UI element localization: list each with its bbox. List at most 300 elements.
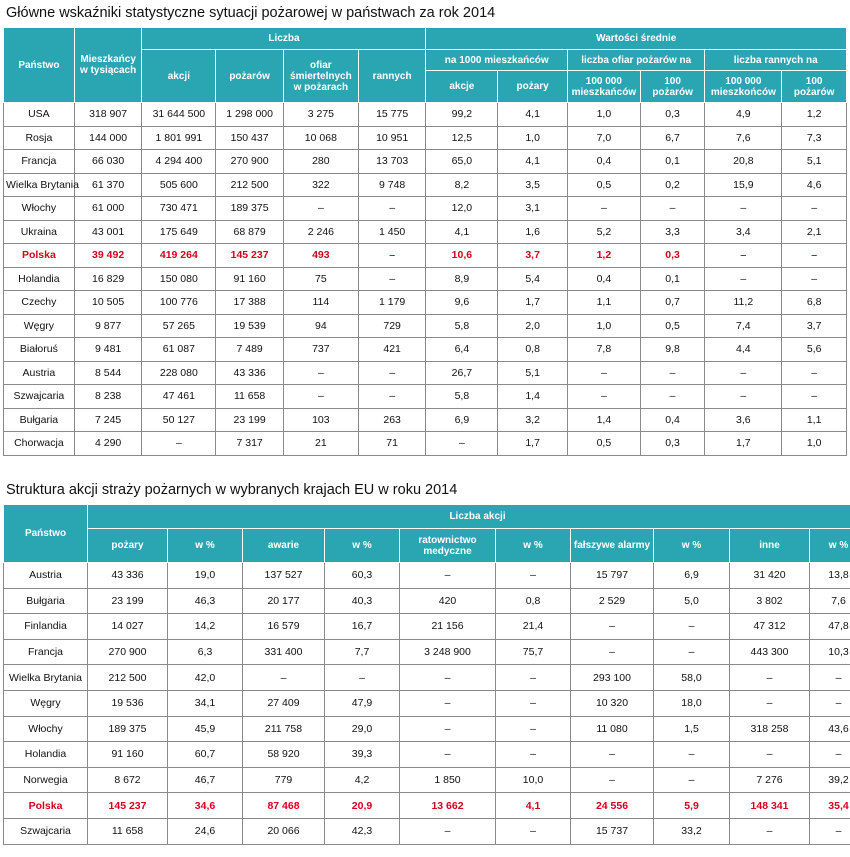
table-row	[4, 338, 847, 362]
country-cell: Francja	[4, 639, 88, 665]
value-cell: 1 801 991	[142, 126, 216, 150]
value-cell: 2,0	[498, 314, 568, 338]
value-cell: –	[400, 563, 496, 589]
value-cell: 3 802	[730, 588, 810, 614]
value-cell: 263	[358, 408, 426, 432]
col-header-victims-per-100k: 100 000 mieszkańców	[567, 71, 640, 103]
country-cell: Czechy	[4, 291, 75, 315]
value-cell: 3,7	[782, 314, 847, 338]
value-cell: 5,1	[782, 150, 847, 174]
value-cell: –	[283, 197, 358, 221]
value-cell: 66 030	[74, 150, 142, 174]
value-cell: –	[400, 716, 496, 742]
value-cell: –	[571, 742, 654, 768]
value-cell: 5,8	[426, 385, 498, 409]
col-header-deaths: ofiar śmiertelnych w pożarach	[283, 50, 358, 103]
value-cell: –	[400, 818, 496, 844]
value-cell: 0,7	[640, 291, 705, 315]
table-row	[4, 220, 847, 244]
value-cell: 7,0	[567, 126, 640, 150]
table-row	[4, 314, 847, 338]
country-cell: Holandia	[4, 267, 75, 291]
value-cell: 39 492	[74, 244, 142, 268]
value-cell: 737	[283, 338, 358, 362]
value-cell: 1,4	[567, 408, 640, 432]
col-header-average-group: Wartości średnie	[426, 28, 847, 50]
value-cell: 11 080	[571, 716, 654, 742]
country-cell: Białoruś	[4, 338, 75, 362]
country-cell: Szwajcaria	[4, 818, 88, 844]
table-row	[4, 150, 847, 174]
col-header-victims-per: liczba ofiar pożarów na	[567, 50, 704, 71]
value-cell: 23 199	[88, 588, 168, 614]
value-cell: 5,0	[654, 588, 730, 614]
value-cell: 10,6	[426, 244, 498, 268]
value-cell: 4,1	[496, 793, 571, 819]
value-cell: 1,2	[567, 244, 640, 268]
value-cell: –	[705, 385, 782, 409]
value-cell: 18,0	[654, 690, 730, 716]
value-cell: 19 536	[88, 690, 168, 716]
country-cell: Ukraina	[4, 220, 75, 244]
value-cell: 1,1	[567, 291, 640, 315]
value-cell: 0,5	[567, 173, 640, 197]
value-cell: –	[782, 244, 847, 268]
value-cell: 20 066	[243, 818, 325, 844]
value-cell: 43 001	[74, 220, 142, 244]
value-cell: 2 529	[571, 588, 654, 614]
col-header-medical-pct: w %	[496, 529, 571, 563]
col-header-fires: pożarów	[216, 50, 284, 103]
value-cell: –	[730, 742, 810, 768]
value-cell: 0,1	[640, 267, 705, 291]
value-cell: 6,9	[654, 563, 730, 589]
value-cell: –	[400, 665, 496, 691]
country-cell: Wielka Brytania	[4, 173, 75, 197]
value-cell: 6,7	[640, 126, 705, 150]
table-row	[4, 103, 847, 127]
value-cell: 1,2	[782, 103, 847, 127]
value-cell: 10 068	[283, 126, 358, 150]
value-cell: 3,6	[705, 408, 782, 432]
value-cell: 7,4	[705, 314, 782, 338]
value-cell: –	[567, 361, 640, 385]
value-cell: 1,5	[654, 716, 730, 742]
value-cell: 47,9	[325, 690, 400, 716]
value-cell: –	[654, 767, 730, 793]
value-cell: 4 294 400	[142, 150, 216, 174]
value-cell: –	[654, 639, 730, 665]
value-cell: 16 579	[243, 614, 325, 640]
table-row	[4, 291, 847, 315]
value-cell: 87 468	[243, 793, 325, 819]
value-cell: –	[810, 665, 850, 691]
value-cell: 47,8	[810, 614, 850, 640]
value-cell: 47 461	[142, 385, 216, 409]
value-cell: 43,6	[810, 716, 850, 742]
value-cell: 1,0	[567, 103, 640, 127]
value-cell: 729	[358, 314, 426, 338]
value-cell: 40,3	[325, 588, 400, 614]
value-cell: 293 100	[571, 665, 654, 691]
value-cell: 280	[283, 150, 358, 174]
col-header-fires-pct: w %	[168, 529, 243, 563]
value-cell: 68 879	[216, 220, 284, 244]
value-cell: 1,7	[498, 291, 568, 315]
value-cell: 21,4	[496, 614, 571, 640]
value-cell: 34,6	[168, 793, 243, 819]
value-cell: –	[810, 742, 850, 768]
col-header-failures-pct: w %	[325, 529, 400, 563]
value-cell: –	[640, 385, 705, 409]
value-cell: 9,8	[640, 338, 705, 362]
value-cell: 0,4	[640, 408, 705, 432]
value-cell: 0,8	[496, 588, 571, 614]
value-cell: 24,6	[168, 818, 243, 844]
value-cell: 21	[283, 432, 358, 456]
fire-statistics-table	[3, 27, 847, 456]
value-cell: 145 237	[88, 793, 168, 819]
value-cell: –	[496, 690, 571, 716]
value-cell: 0,1	[640, 150, 705, 174]
value-cell: 46,3	[168, 588, 243, 614]
value-cell: 144 000	[74, 126, 142, 150]
col-header-false-alarms: fałszywe alarmy	[571, 529, 654, 563]
value-cell: 13 703	[358, 150, 426, 174]
value-cell: 5,4	[498, 267, 568, 291]
value-cell: 58,0	[654, 665, 730, 691]
value-cell: –	[654, 614, 730, 640]
value-cell: 1,0	[782, 432, 847, 456]
value-cell: 779	[243, 767, 325, 793]
value-cell: 39,3	[325, 742, 400, 768]
value-cell: 7,7	[325, 639, 400, 665]
table-row	[4, 767, 850, 793]
value-cell: 6,3	[168, 639, 243, 665]
value-cell: 12,0	[426, 197, 498, 221]
value-cell: 7 245	[74, 408, 142, 432]
value-cell: 189 375	[216, 197, 284, 221]
value-cell: 419 264	[142, 244, 216, 268]
value-cell: 0,4	[567, 267, 640, 291]
value-cell: –	[243, 665, 325, 691]
value-cell: 75,7	[496, 639, 571, 665]
value-cell: 14,2	[168, 614, 243, 640]
value-cell: 9 481	[74, 338, 142, 362]
value-cell: –	[496, 716, 571, 742]
value-cell: 9 877	[74, 314, 142, 338]
value-cell: 42,3	[325, 818, 400, 844]
value-cell: 16 829	[74, 267, 142, 291]
value-cell: 0,8	[498, 338, 568, 362]
col-header-actions: akcji	[142, 50, 216, 103]
value-cell: –	[496, 742, 571, 768]
value-cell: 15 775	[358, 103, 426, 127]
value-cell: –	[142, 432, 216, 456]
country-cell: Finlandia	[4, 614, 88, 640]
country-cell: Bułgaria	[4, 408, 75, 432]
value-cell: 20,9	[325, 793, 400, 819]
value-cell: 94	[283, 314, 358, 338]
value-cell: 31 420	[730, 563, 810, 589]
value-cell: 1,0	[498, 126, 568, 150]
table-row	[4, 639, 850, 665]
value-cell: –	[782, 385, 847, 409]
col-header-per1000-actions: akcje	[426, 71, 498, 103]
value-cell: 8 544	[74, 361, 142, 385]
value-cell: 8,2	[426, 173, 498, 197]
value-cell: 0,5	[640, 314, 705, 338]
table-row	[4, 588, 850, 614]
country-cell: Włochy	[4, 197, 75, 221]
country-cell: Polska	[4, 793, 88, 819]
value-cell: 175 649	[142, 220, 216, 244]
col-header-injured-per-100k: 100 000 mieszkońców	[705, 71, 782, 103]
col-header-actions-group: Liczba akcji	[88, 505, 850, 529]
value-cell: 60,3	[325, 563, 400, 589]
value-cell: –	[567, 385, 640, 409]
value-cell: 35,4	[810, 793, 850, 819]
value-cell: 211 758	[243, 716, 325, 742]
value-cell: 26,7	[426, 361, 498, 385]
value-cell: 8 672	[88, 767, 168, 793]
value-cell: 61 087	[142, 338, 216, 362]
value-cell: 3,1	[498, 197, 568, 221]
value-cell: 7,6	[810, 588, 850, 614]
value-cell: 11 658	[216, 385, 284, 409]
value-cell: 421	[358, 338, 426, 362]
value-cell: –	[400, 742, 496, 768]
value-cell: 443 300	[730, 639, 810, 665]
value-cell: –	[358, 244, 426, 268]
table-row	[4, 197, 847, 221]
value-cell: 11 658	[88, 818, 168, 844]
value-cell: 17 388	[216, 291, 284, 315]
value-cell: –	[730, 665, 810, 691]
value-cell: 10,3	[810, 639, 850, 665]
value-cell: 4 290	[74, 432, 142, 456]
value-cell: 137 527	[243, 563, 325, 589]
value-cell: –	[640, 361, 705, 385]
table-row	[4, 408, 847, 432]
col-header-country: Państwo	[4, 505, 88, 563]
value-cell: –	[810, 818, 850, 844]
value-cell: 148 341	[730, 793, 810, 819]
country-cell: Chorwacja	[4, 432, 75, 456]
value-cell: 7 317	[216, 432, 284, 456]
value-cell: 15 737	[571, 818, 654, 844]
value-cell: 34,1	[168, 690, 243, 716]
value-cell: 65,0	[426, 150, 498, 174]
col-header-failures: awarie	[243, 529, 325, 563]
value-cell: –	[358, 267, 426, 291]
country-cell: Holandia	[4, 742, 88, 768]
value-cell: 4,4	[705, 338, 782, 362]
value-cell: 4,6	[782, 173, 847, 197]
value-cell: 322	[283, 173, 358, 197]
table-row	[4, 793, 850, 819]
value-cell: 5,8	[426, 314, 498, 338]
value-cell: 1,1	[782, 408, 847, 432]
value-cell: 39,2	[810, 767, 850, 793]
value-cell: –	[571, 639, 654, 665]
value-cell: 15,9	[705, 173, 782, 197]
value-cell: 9 748	[358, 173, 426, 197]
value-cell: 24 556	[571, 793, 654, 819]
value-cell: 1,7	[705, 432, 782, 456]
value-cell: –	[640, 197, 705, 221]
value-cell: 318 258	[730, 716, 810, 742]
value-cell: 150 080	[142, 267, 216, 291]
value-cell: 2 246	[283, 220, 358, 244]
col-header-false-alarms-pct: w %	[654, 529, 730, 563]
table-row	[4, 126, 847, 150]
value-cell: 11,2	[705, 291, 782, 315]
value-cell: –	[567, 197, 640, 221]
value-cell: –	[571, 767, 654, 793]
value-cell: –	[400, 690, 496, 716]
value-cell: 1 850	[400, 767, 496, 793]
value-cell: 27 409	[243, 690, 325, 716]
value-cell: 58 920	[243, 742, 325, 768]
col-header-injured-per-100fires: 100 pożarów	[782, 71, 847, 103]
value-cell: –	[325, 665, 400, 691]
country-cell: Węgry	[4, 314, 75, 338]
table-row	[4, 244, 847, 268]
value-cell: 189 375	[88, 716, 168, 742]
value-cell: 20 177	[243, 588, 325, 614]
value-cell: 4,9	[705, 103, 782, 127]
value-cell: 47 312	[730, 614, 810, 640]
table-row	[4, 665, 850, 691]
country-cell: Szwajcaria	[4, 385, 75, 409]
col-header-other: inne	[730, 529, 810, 563]
value-cell: 3,3	[640, 220, 705, 244]
value-cell: 150 437	[216, 126, 284, 150]
col-header-country: Państwo	[4, 28, 75, 103]
value-cell: 29,0	[325, 716, 400, 742]
value-cell: 23 199	[216, 408, 284, 432]
table-row	[4, 173, 847, 197]
table-row	[4, 818, 850, 844]
country-cell: Norwegia	[4, 767, 88, 793]
value-cell: 6,4	[426, 338, 498, 362]
col-header-medical: ratownictwo medyczne	[400, 529, 496, 563]
value-cell: 493	[283, 244, 358, 268]
table-row	[4, 716, 850, 742]
table1-title: Główne wskaźniki statystyczne sytuacji pożarowej w państwach za rok 2014	[6, 5, 496, 21]
table-row	[4, 742, 850, 768]
value-cell: 21 156	[400, 614, 496, 640]
value-cell: 270 900	[88, 639, 168, 665]
col-header-fires: pożary	[88, 529, 168, 563]
value-cell: 270 900	[216, 150, 284, 174]
table-row	[4, 385, 847, 409]
value-cell: 3,4	[705, 220, 782, 244]
table-row	[4, 432, 847, 456]
value-cell: 0,3	[640, 244, 705, 268]
country-cell: Austria	[4, 563, 88, 589]
value-cell: 10 951	[358, 126, 426, 150]
value-cell: –	[571, 614, 654, 640]
value-cell: –	[810, 690, 850, 716]
value-cell: 61 370	[74, 173, 142, 197]
value-cell: 228 080	[142, 361, 216, 385]
value-cell: –	[426, 432, 498, 456]
value-cell: 33,2	[654, 818, 730, 844]
value-cell: –	[496, 563, 571, 589]
col-header-count-group: Liczba	[142, 28, 426, 50]
value-cell: 20,8	[705, 150, 782, 174]
value-cell: 91 160	[216, 267, 284, 291]
value-cell: 331 400	[243, 639, 325, 665]
value-cell: 46,7	[168, 767, 243, 793]
value-cell: 3,2	[498, 408, 568, 432]
country-cell: USA	[4, 103, 75, 127]
value-cell: 50 127	[142, 408, 216, 432]
value-cell: 3,5	[498, 173, 568, 197]
col-header-per1000-fires: pożary	[498, 71, 568, 103]
value-cell: 1,7	[498, 432, 568, 456]
table-row	[4, 563, 850, 589]
value-cell: 61 000	[74, 197, 142, 221]
value-cell: –	[782, 197, 847, 221]
value-cell: 99,2	[426, 103, 498, 127]
value-cell: 8 238	[74, 385, 142, 409]
value-cell: 60,7	[168, 742, 243, 768]
value-cell: 8,9	[426, 267, 498, 291]
table-row	[4, 690, 850, 716]
value-cell: 4,1	[498, 150, 568, 174]
value-cell: –	[730, 818, 810, 844]
value-cell: 1 298 000	[216, 103, 284, 127]
value-cell: 4,1	[498, 103, 568, 127]
col-header-other-pct: w %	[810, 529, 850, 563]
value-cell: 3 248 900	[400, 639, 496, 665]
value-cell: –	[358, 197, 426, 221]
value-cell: 13,8	[810, 563, 850, 589]
value-cell: 5,2	[567, 220, 640, 244]
value-cell: 6,9	[426, 408, 498, 432]
value-cell: 45,9	[168, 716, 243, 742]
value-cell: –	[782, 267, 847, 291]
value-cell: 10 320	[571, 690, 654, 716]
value-cell: 4,2	[325, 767, 400, 793]
value-cell: 71	[358, 432, 426, 456]
col-header-population: Mieszkańcy w tysiącach	[74, 28, 142, 103]
value-cell: 5,9	[654, 793, 730, 819]
value-cell: 1 450	[358, 220, 426, 244]
value-cell: –	[496, 818, 571, 844]
country-cell: Węgry	[4, 690, 88, 716]
country-cell: Włochy	[4, 716, 88, 742]
value-cell: 75	[283, 267, 358, 291]
value-cell: 19 539	[216, 314, 284, 338]
value-cell: 212 500	[88, 665, 168, 691]
value-cell: 43 336	[88, 563, 168, 589]
value-cell: 7 276	[730, 767, 810, 793]
fire-brigade-actions-table	[3, 504, 850, 845]
value-cell: 91 160	[88, 742, 168, 768]
country-cell: Rosja	[4, 126, 75, 150]
value-cell: –	[496, 665, 571, 691]
value-cell: 6,8	[782, 291, 847, 315]
value-cell: 505 600	[142, 173, 216, 197]
value-cell: –	[705, 361, 782, 385]
value-cell: –	[358, 361, 426, 385]
value-cell: 1,0	[567, 314, 640, 338]
value-cell: 5,6	[782, 338, 847, 362]
